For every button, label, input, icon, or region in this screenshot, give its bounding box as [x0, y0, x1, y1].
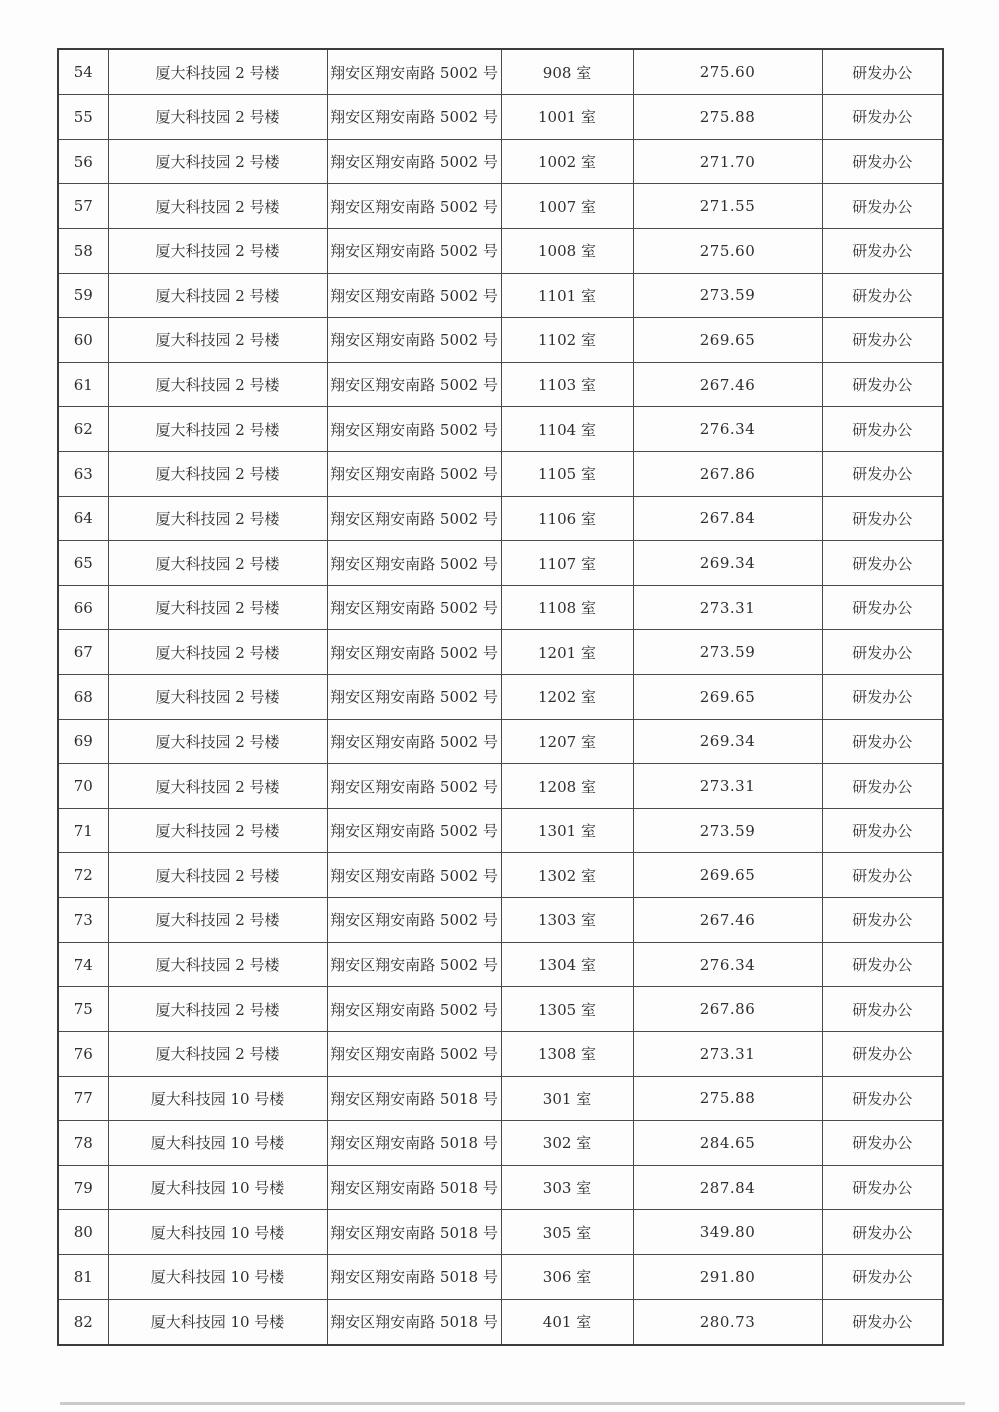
table-row — [58, 1299, 943, 1345]
row-index-cell: 77 — [58, 1076, 108, 1121]
area-cell: 275.60 — [633, 49, 822, 95]
row-index-cell: 70 — [58, 764, 108, 809]
building-cell: 厦大科技园 2 号楼 — [108, 184, 327, 229]
row-index-cell: 66 — [58, 585, 108, 630]
address-cell: 翔安区翔安南路 5002 号 — [327, 95, 501, 140]
building-cell: 厦大科技园 2 号楼 — [108, 496, 327, 541]
table-row — [58, 1165, 943, 1210]
room-cell: 302 室 — [501, 1121, 633, 1166]
building-cell: 厦大科技园 2 号楼 — [108, 898, 327, 943]
room-cell: 908 室 — [501, 49, 633, 95]
table-row — [58, 853, 943, 898]
address-cell: 翔安区翔安南路 5002 号 — [327, 184, 501, 229]
address-cell: 翔安区翔安南路 5002 号 — [327, 853, 501, 898]
address-cell: 翔安区翔安南路 5002 号 — [327, 318, 501, 363]
row-index-cell: 82 — [58, 1299, 108, 1345]
usage-cell: 研发办公 — [822, 630, 943, 675]
area-cell: 275.60 — [633, 228, 822, 273]
usage-cell: 研发办公 — [822, 1299, 943, 1345]
room-cell: 1207 室 — [501, 719, 633, 764]
address-cell: 翔安区翔安南路 5002 号 — [327, 452, 501, 497]
address-cell: 翔安区翔安南路 5002 号 — [327, 49, 501, 95]
area-cell: 267.86 — [633, 987, 822, 1032]
address-cell: 翔安区翔安南路 5002 号 — [327, 362, 501, 407]
usage-cell: 研发办公 — [822, 1031, 943, 1076]
room-cell: 1101 室 — [501, 273, 633, 318]
address-cell: 翔安区翔安南路 5018 号 — [327, 1210, 501, 1255]
usage-cell: 研发办公 — [822, 1210, 943, 1255]
table-row — [58, 719, 943, 764]
usage-cell: 研发办公 — [822, 95, 943, 140]
area-cell: 284.65 — [633, 1121, 822, 1166]
usage-cell: 研发办公 — [822, 1121, 943, 1166]
area-cell: 267.86 — [633, 452, 822, 497]
address-cell: 翔安区翔安南路 5002 号 — [327, 407, 501, 452]
area-cell: 269.65 — [633, 675, 822, 720]
building-cell: 厦大科技园 10 号楼 — [108, 1121, 327, 1166]
address-cell: 翔安区翔安南路 5002 号 — [327, 898, 501, 943]
area-cell: 273.31 — [633, 1031, 822, 1076]
address-cell: 翔安区翔安南路 5002 号 — [327, 1031, 501, 1076]
usage-cell: 研发办公 — [822, 228, 943, 273]
table-row — [58, 987, 943, 1032]
area-cell: 275.88 — [633, 95, 822, 140]
area-cell: 273.31 — [633, 764, 822, 809]
room-cell: 1103 室 — [501, 362, 633, 407]
table-row — [58, 942, 943, 987]
area-cell: 269.34 — [633, 719, 822, 764]
usage-cell: 研发办公 — [822, 853, 943, 898]
area-cell: 273.59 — [633, 630, 822, 675]
table-row — [58, 1210, 943, 1255]
usage-cell: 研发办公 — [822, 1165, 943, 1210]
building-cell: 厦大科技园 10 号楼 — [108, 1210, 327, 1255]
room-cell: 1002 室 — [501, 139, 633, 184]
room-cell: 1107 室 — [501, 541, 633, 586]
row-index-cell: 58 — [58, 228, 108, 273]
building-cell: 厦大科技园 2 号楼 — [108, 362, 327, 407]
address-cell: 翔安区翔安南路 5002 号 — [327, 630, 501, 675]
building-cell: 厦大科技园 2 号楼 — [108, 942, 327, 987]
address-cell: 翔安区翔安南路 5002 号 — [327, 942, 501, 987]
room-cell: 1308 室 — [501, 1031, 633, 1076]
address-cell: 翔安区翔安南路 5018 号 — [327, 1254, 501, 1299]
area-cell: 267.46 — [633, 362, 822, 407]
row-index-cell: 69 — [58, 719, 108, 764]
address-cell: 翔安区翔安南路 5002 号 — [327, 585, 501, 630]
room-cell: 1105 室 — [501, 452, 633, 497]
row-index-cell: 72 — [58, 853, 108, 898]
usage-cell: 研发办公 — [822, 362, 943, 407]
table-row — [58, 273, 943, 318]
address-cell: 翔安区翔安南路 5002 号 — [327, 764, 501, 809]
row-index-cell: 54 — [58, 49, 108, 95]
building-cell: 厦大科技园 10 号楼 — [108, 1299, 327, 1345]
table-row — [58, 452, 943, 497]
address-cell: 翔安区翔安南路 5002 号 — [327, 273, 501, 318]
usage-cell: 研发办公 — [822, 184, 943, 229]
usage-cell: 研发办公 — [822, 1254, 943, 1299]
building-cell: 厦大科技园 2 号楼 — [108, 318, 327, 363]
area-cell: 269.65 — [633, 318, 822, 363]
usage-cell: 研发办公 — [822, 808, 943, 853]
room-cell: 1304 室 — [501, 942, 633, 987]
room-cell: 1201 室 — [501, 630, 633, 675]
room-cell: 305 室 — [501, 1210, 633, 1255]
table-row — [58, 1076, 943, 1121]
room-cell: 1302 室 — [501, 853, 633, 898]
address-cell: 翔安区翔安南路 5002 号 — [327, 139, 501, 184]
building-cell: 厦大科技园 2 号楼 — [108, 719, 327, 764]
building-cell: 厦大科技园 2 号楼 — [108, 585, 327, 630]
usage-cell: 研发办公 — [822, 942, 943, 987]
table-row — [58, 228, 943, 273]
room-cell: 401 室 — [501, 1299, 633, 1345]
row-index-cell: 61 — [58, 362, 108, 407]
building-cell: 厦大科技园 2 号楼 — [108, 675, 327, 720]
row-index-cell: 67 — [58, 630, 108, 675]
address-cell: 翔安区翔安南路 5002 号 — [327, 496, 501, 541]
address-cell: 翔安区翔安南路 5018 号 — [327, 1165, 501, 1210]
room-cell: 301 室 — [501, 1076, 633, 1121]
row-index-cell: 64 — [58, 496, 108, 541]
address-cell: 翔安区翔安南路 5018 号 — [327, 1076, 501, 1121]
table-row — [58, 764, 943, 809]
table-row — [58, 496, 943, 541]
row-index-cell: 78 — [58, 1121, 108, 1166]
table-row — [58, 1121, 943, 1166]
area-cell: 273.59 — [633, 273, 822, 318]
room-cell: 1106 室 — [501, 496, 633, 541]
usage-cell: 研发办公 — [822, 585, 943, 630]
row-index-cell: 56 — [58, 139, 108, 184]
address-cell: 翔安区翔安南路 5002 号 — [327, 719, 501, 764]
table-row — [58, 95, 943, 140]
building-cell: 厦大科技园 2 号楼 — [108, 808, 327, 853]
area-cell: 273.31 — [633, 585, 822, 630]
building-cell: 厦大科技园 2 号楼 — [108, 228, 327, 273]
building-cell: 厦大科技园 2 号楼 — [108, 273, 327, 318]
area-cell: 276.34 — [633, 942, 822, 987]
room-cell: 1303 室 — [501, 898, 633, 943]
row-index-cell: 60 — [58, 318, 108, 363]
area-cell: 269.34 — [633, 541, 822, 586]
building-cell: 厦大科技园 10 号楼 — [108, 1165, 327, 1210]
address-cell: 翔安区翔安南路 5002 号 — [327, 228, 501, 273]
table-row — [58, 630, 943, 675]
building-cell: 厦大科技园 2 号楼 — [108, 1031, 327, 1076]
area-cell: 267.84 — [633, 496, 822, 541]
room-cell: 1104 室 — [501, 407, 633, 452]
page-bottom-scan-line — [60, 1402, 965, 1405]
building-cell: 厦大科技园 2 号楼 — [108, 139, 327, 184]
area-cell: 280.73 — [633, 1299, 822, 1345]
units-table — [57, 48, 944, 1346]
usage-cell: 研发办公 — [822, 987, 943, 1032]
usage-cell: 研发办公 — [822, 49, 943, 95]
usage-cell: 研发办公 — [822, 541, 943, 586]
area-cell: 269.65 — [633, 853, 822, 898]
row-index-cell: 62 — [58, 407, 108, 452]
table-body — [58, 49, 943, 1345]
building-cell: 厦大科技园 2 号楼 — [108, 853, 327, 898]
address-cell: 翔安区翔安南路 5002 号 — [327, 987, 501, 1032]
usage-cell: 研发办公 — [822, 1076, 943, 1121]
address-cell: 翔安区翔安南路 5002 号 — [327, 541, 501, 586]
usage-cell: 研发办公 — [822, 318, 943, 363]
room-cell: 1007 室 — [501, 184, 633, 229]
table-row — [58, 1031, 943, 1076]
area-cell: 275.88 — [633, 1076, 822, 1121]
room-cell: 303 室 — [501, 1165, 633, 1210]
room-cell: 1208 室 — [501, 764, 633, 809]
area-cell: 273.59 — [633, 808, 822, 853]
address-cell: 翔安区翔安南路 5002 号 — [327, 808, 501, 853]
area-cell: 349.80 — [633, 1210, 822, 1255]
building-cell: 厦大科技园 2 号楼 — [108, 49, 327, 95]
usage-cell: 研发办公 — [822, 273, 943, 318]
building-cell: 厦大科技园 2 号楼 — [108, 987, 327, 1032]
usage-cell: 研发办公 — [822, 898, 943, 943]
table-row — [58, 541, 943, 586]
room-cell: 1008 室 — [501, 228, 633, 273]
row-index-cell: 81 — [58, 1254, 108, 1299]
table-row — [58, 49, 943, 95]
building-cell: 厦大科技园 10 号楼 — [108, 1254, 327, 1299]
usage-cell: 研发办公 — [822, 496, 943, 541]
row-index-cell: 68 — [58, 675, 108, 720]
room-cell: 1305 室 — [501, 987, 633, 1032]
row-index-cell: 80 — [58, 1210, 108, 1255]
table-row — [58, 407, 943, 452]
table-row — [58, 585, 943, 630]
room-cell: 1301 室 — [501, 808, 633, 853]
room-cell: 1001 室 — [501, 95, 633, 140]
table-row — [58, 808, 943, 853]
usage-cell: 研发办公 — [822, 407, 943, 452]
area-cell: 267.46 — [633, 898, 822, 943]
address-cell: 翔安区翔安南路 5002 号 — [327, 675, 501, 720]
table-row — [58, 139, 943, 184]
row-index-cell: 75 — [58, 987, 108, 1032]
row-index-cell: 71 — [58, 808, 108, 853]
row-index-cell: 57 — [58, 184, 108, 229]
area-cell: 291.80 — [633, 1254, 822, 1299]
usage-cell: 研发办公 — [822, 675, 943, 720]
building-cell: 厦大科技园 2 号楼 — [108, 541, 327, 586]
area-cell: 287.84 — [633, 1165, 822, 1210]
table-row — [58, 1254, 943, 1299]
area-cell: 271.70 — [633, 139, 822, 184]
table-row — [58, 184, 943, 229]
row-index-cell: 79 — [58, 1165, 108, 1210]
building-cell: 厦大科技园 2 号楼 — [108, 630, 327, 675]
usage-cell: 研发办公 — [822, 452, 943, 497]
building-cell: 厦大科技园 2 号楼 — [108, 95, 327, 140]
row-index-cell: 73 — [58, 898, 108, 943]
address-cell: 翔安区翔安南路 5018 号 — [327, 1299, 501, 1345]
row-index-cell: 76 — [58, 1031, 108, 1076]
row-index-cell: 65 — [58, 541, 108, 586]
row-index-cell: 55 — [58, 95, 108, 140]
room-cell: 306 室 — [501, 1254, 633, 1299]
room-cell: 1202 室 — [501, 675, 633, 720]
usage-cell: 研发办公 — [822, 719, 943, 764]
room-cell: 1108 室 — [501, 585, 633, 630]
building-cell: 厦大科技园 10 号楼 — [108, 1076, 327, 1121]
building-cell: 厦大科技园 2 号楼 — [108, 407, 327, 452]
table-row — [58, 898, 943, 943]
row-index-cell: 59 — [58, 273, 108, 318]
address-cell: 翔安区翔安南路 5018 号 — [327, 1121, 501, 1166]
building-cell: 厦大科技园 2 号楼 — [108, 452, 327, 497]
row-index-cell: 63 — [58, 452, 108, 497]
table-row — [58, 675, 943, 720]
usage-cell: 研发办公 — [822, 764, 943, 809]
building-cell: 厦大科技园 2 号楼 — [108, 764, 327, 809]
area-cell: 271.55 — [633, 184, 822, 229]
area-cell: 276.34 — [633, 407, 822, 452]
usage-cell: 研发办公 — [822, 139, 943, 184]
room-cell: 1102 室 — [501, 318, 633, 363]
row-index-cell: 74 — [58, 942, 108, 987]
table-row — [58, 362, 943, 407]
table-row — [58, 318, 943, 363]
